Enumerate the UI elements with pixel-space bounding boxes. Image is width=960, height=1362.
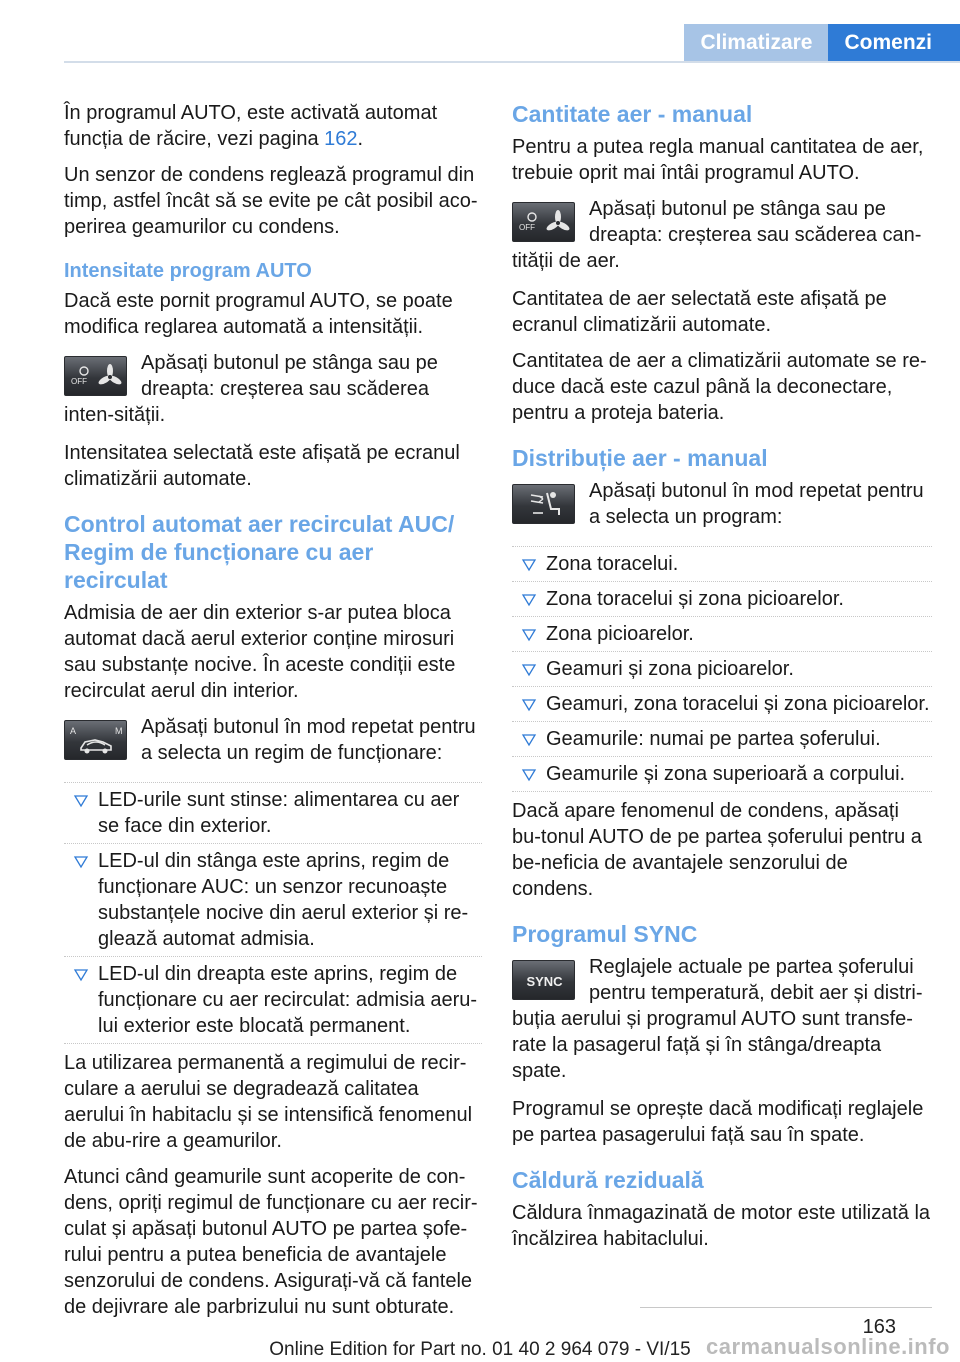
off-label: OFF	[519, 223, 535, 232]
page-number: 163	[862, 1316, 896, 1338]
fan-icon	[513, 203, 576, 243]
paragraph-air-quantity: Pentru a putea regla manual cantitatea de aer, trebuie oprit mai întâi programul AUTO.	[512, 136, 924, 184]
list-item-text: Geamuri și zona picioarelor.	[546, 658, 794, 680]
list-item-text: LED-urile sunt stinse: alimentarea cu aer se face din exterior.	[98, 789, 460, 837]
triangle-bullet-icon	[72, 848, 90, 874]
intensity-instruction	[64, 350, 482, 428]
fan-icon	[65, 357, 128, 397]
off-fan-button-image	[64, 356, 127, 396]
paragraph-condensation-sensor: Un senzor de condens reglează programul din timp, astfel încât să se evite pe cât posibil aco‐perirea geamurilor cu condens.	[64, 164, 478, 238]
list-item	[64, 844, 482, 957]
heading-residual-heat: Căldură reziduală	[512, 1167, 704, 1193]
list-item-text: Geamurile și zona superioară a corpului.	[546, 763, 906, 785]
triangle-bullet-icon	[520, 656, 538, 682]
header-tabs	[684, 24, 960, 61]
heading-sync: Programul SYNC	[512, 921, 698, 947]
list-item-text: Geamuri, zona toracelui și zona picioarelor.	[546, 693, 930, 715]
right-column	[512, 100, 932, 1262]
paragraph-auto-cooling	[64, 100, 482, 152]
active-tab[interactable]: Comenzi	[828, 24, 960, 61]
paragraph-text: În programul AUTO, este activată automat funcția de răcire, vezi pagina	[64, 102, 438, 150]
heading-auc: Control automat aer recirculat AUC/ Regim de funcționare cu aer recirculat	[64, 511, 455, 593]
list-item-text: Geamurile: numai pe partea șoferului.	[546, 728, 881, 750]
recirculation-instruction-text: Apăsați butonul în mod repetat pentru a selecta un regim de funcționare:	[141, 716, 476, 764]
recirculation-instruction	[64, 714, 482, 770]
sync-button-image	[512, 960, 575, 1000]
list-item	[64, 783, 482, 844]
paragraph-permanent-recirculation: La utilizarea permanentă a regimului de recir‐culare a aerului se degradează calitatea aerului în habitaclu și se intensifică fenomenul de abu‐rire a geamurilor.	[64, 1052, 473, 1152]
list-item	[512, 617, 932, 652]
recirculation-car-icon	[65, 721, 128, 761]
air-distribution-button-image	[512, 484, 575, 524]
triangle-bullet-icon	[520, 691, 538, 717]
sync-instruction-text: Reglajele actuale pe partea șoferului pentru temperatură, debit aer și distri‐buția aerului și programul AUTO sunt transfe‐rate la pasagerul față și în stânga/dreapta spate.	[512, 956, 923, 1082]
paragraph-intensity-display: Intensitatea selectată este afișată pe ecranul climatizării automate.	[64, 442, 460, 490]
triangle-bullet-icon	[520, 726, 538, 752]
paragraph-air-quantity-display: Cantitatea de aer selectată este afișată pe ecranul climatizării automate.	[512, 288, 887, 336]
list-item	[512, 722, 932, 757]
distribution-programs-list	[512, 546, 932, 792]
heading-auto-intensity: Intensitate program AUTO	[64, 260, 312, 282]
list-item-text: Zona picioarelor.	[546, 623, 694, 645]
paragraph-intensity: Dacă este pornit programul AUTO, se poate modifica reglarea automată a intensității.	[64, 290, 453, 338]
air-distribution-seat-icon	[513, 485, 576, 525]
triangle-bullet-icon	[72, 961, 90, 987]
manual-label: M	[115, 726, 123, 736]
air-quantity-instruction	[512, 196, 932, 274]
paragraph-auc-intro: Admisia de aer din exterior s-ar putea bloca automat dacă aerul exterior conține mirosuri sau substanțe nocive. În aceste condiții este recirculat aerul din interior.	[64, 602, 456, 702]
air-distribution-instruction-text: Apăsați butonul în mod repetat pentru a selecta un program:	[589, 480, 924, 528]
list-item	[64, 957, 482, 1044]
list-item	[512, 652, 932, 687]
footer-divider	[640, 1307, 932, 1308]
triangle-bullet-icon	[520, 761, 538, 787]
list-item	[512, 582, 932, 617]
left-column	[64, 100, 482, 1330]
list-item	[512, 687, 932, 722]
heading-air-distribution: Distribuție aer - manual	[512, 445, 768, 471]
recirculation-button-image	[64, 720, 127, 760]
list-item	[512, 757, 932, 792]
section-tab[interactable]: Climatizare	[684, 24, 828, 61]
sync-icon	[513, 961, 576, 1001]
air-quantity-instruction-text: Apăsați butonul pe stânga sau pe dreapta: creșterea sau scăderea can‐tității de aer.	[512, 198, 922, 272]
paragraph-residual-heat: Căldura înmagazinată de motor este utilizată la încălzirea habitaclului.	[512, 1202, 931, 1250]
intensity-instruction-text: Apăsați butonul pe stânga sau pe dreapta: creșterea sau scăderea inten‐sității.	[64, 352, 438, 426]
paragraph-end: .	[357, 128, 364, 150]
heading-air-quantity: Cantitate aer - manual	[512, 101, 753, 127]
paragraph-sync-stop: Programul se oprește dacă modificați reglajele pe partea pasagerului față sau în spate.	[512, 1098, 924, 1146]
list-item-text: LED-ul din stânga este aprins, regim de funcționare AUC: un senzor recunoaște substanțele nocive din aerul exterior și re‐glează automat admisia.	[98, 850, 469, 950]
off-label: OFF	[71, 377, 87, 386]
list-item	[512, 547, 932, 582]
header-divider	[64, 61, 960, 63]
list-item-text: Zona toracelui.	[546, 553, 679, 575]
watermark: carmanualsonline.info	[706, 1334, 950, 1359]
auto-label: A	[70, 726, 77, 736]
page-link[interactable]: 162	[324, 128, 358, 150]
edition-footer: Online Edition for Part no. 01 40 2 964 079 - VI/15	[269, 1339, 691, 1360]
triangle-bullet-icon	[72, 787, 90, 813]
triangle-bullet-icon	[520, 551, 538, 577]
paragraph-condensation-auto: Dacă apare fenomenul de condens, apăsați bu‐tonul AUTO de pe partea șoferului pentru a be‐neficia de avantajele senzorului de condens.	[512, 800, 922, 900]
list-item-text: Zona toracelui și zona picioarelor.	[546, 588, 844, 610]
sync-instruction	[512, 954, 932, 1084]
sync-label: SYNC	[526, 974, 563, 989]
recirculation-modes-list	[64, 782, 482, 1044]
paragraph-battery: Cantitatea de aer a climatizării automate se re‐duce dacă este cazul până la deconectare, pentru a proteja bateria.	[512, 350, 927, 424]
triangle-bullet-icon	[520, 586, 538, 612]
paragraph-condensation-advice: Atunci când geamurile sunt acoperite de con‐dens, opriți regimul de funcționare cu aer recir‐culat și apăsați butonul AUTO pe partea șofe‐rului pentru a putea beneficia de avantajele senzorului de condens. Asigurați-vă că fantele de dejivrare ale parbrizului nu sunt obturate.	[64, 1166, 478, 1318]
triangle-bullet-icon	[520, 621, 538, 647]
list-item-text: LED-ul din dreapta este aprins, regim de funcționare cu aer recirculat: admisia aeru‐lui exterior este blocată permanent.	[98, 963, 478, 1037]
off-fan-button-image	[512, 202, 575, 242]
air-distribution-instruction	[512, 478, 932, 534]
